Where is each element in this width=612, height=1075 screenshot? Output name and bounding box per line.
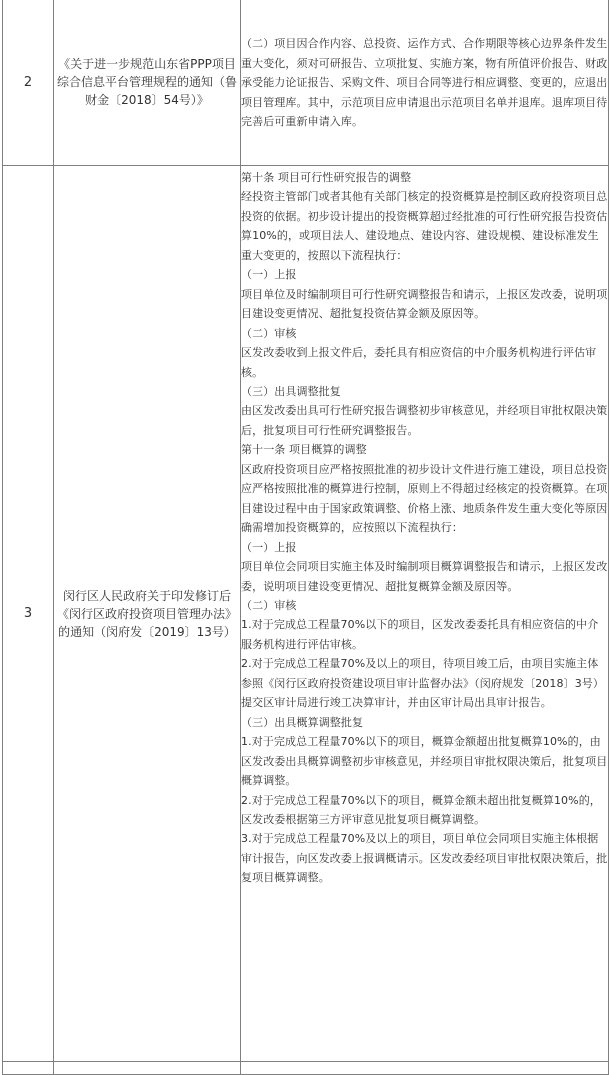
content-paragraph: 项目单位会同项目实施主体及时编制项目概算调整报告和请示，上报区发改委，说明项目建设变更情况、超批复概算金额及原因等。 bbox=[241, 560, 608, 593]
section-heading: （三）出具调整批复 bbox=[241, 384, 341, 398]
document-title-cell-empty bbox=[54, 1062, 241, 1075]
section-heading: （二）审核 bbox=[241, 598, 297, 612]
document-title: 闵行区人民政府关于印发修订后《闵行区政府投资项目管理办法》的通知（闵府发〔2019〕13号） bbox=[56, 588, 237, 639]
table-row bbox=[3, 166, 609, 1062]
document-title: 《关于进一步规范山东省PPP项目综合信息平台管理规程的通知（鲁财金〔2018〕54号）》 bbox=[56, 57, 237, 107]
table-row bbox=[3, 1062, 609, 1075]
section-heading: （一）上报 bbox=[241, 268, 297, 282]
policy-table bbox=[2, 0, 609, 1075]
content-paragraph: 区政府投资项目应严格按照批准的初步设计文件进行施工建设，项目总投资应严格按照批准的概算进行控制，原则上不得超过经核定的投资概算。在项目建设过程中由于国家政策调整、价格上涨、地质条件发生重大变化等原因确需增加投资概算的，应按照以下流程执行： bbox=[241, 462, 608, 535]
content-cell bbox=[241, 166, 609, 1062]
content-paragraph: 2.对于完成总工程量70%以下的项目，概算金额未超出批复概算10%的，区发改委根据第三方评审意见批复项目概算调整。 bbox=[241, 793, 601, 826]
content-paragraph: （二）项目因合作内容、总投资、运作方式、合作期限等核心边界条件发生重大变化，须对可研报告、立项批复、实施方案，物有所值评价报告、财政承受能力论证报告、采购文件、项目合同等进行相应调整、变更的，应退出项目管理库。其中，示范项目应申请退出示范项目名单并退库。退库项目待完善后可重新申请入库。 bbox=[241, 37, 608, 129]
section-heading: （一）上报 bbox=[241, 540, 297, 554]
row-number-empty bbox=[3, 1062, 54, 1075]
content-paragraph: 项目单位及时编制项目可行性研究调整报告和请示，上报区发改委，说明项目建设变更情况、超批复投资估算金额及原因等。 bbox=[241, 287, 608, 321]
content-paragraph: 区发改委收到上报文件后，委托具有相应资信的中介服务机构进行评估审核。 bbox=[241, 346, 597, 379]
row-number: 3 bbox=[3, 166, 54, 1062]
content-paragraph: 2.对于完成总工程量70%及以上的项目，待项目竣工后，由项目实施主体参照《闵行区政府投资建设项目审计监督办法》（闵府规发〔2018〕3号）提交区审计局进行竣工决算审计，并由区审计局出具审计报告。 bbox=[241, 657, 604, 710]
content-paragraph: 由区发改委出具可行性研究报告调整初步审核意见，并经项目审批权限决策后，批复项目可行性研究调整报告。 bbox=[241, 404, 608, 437]
row-number: 2 bbox=[3, 0, 54, 166]
table-row bbox=[3, 0, 609, 166]
article-heading: 第十一条 项目概算的调整 bbox=[241, 443, 367, 457]
article-heading: 第十条 项目可行性研究报告的调整 bbox=[241, 171, 412, 184]
document-title-cell bbox=[54, 166, 241, 1062]
content-paragraph: 经投资主管部门或者其他有关部门核定的投资概算是控制区政府投资项目总投资的依据。初步设计提出的投资概算超过经批准的可行性研究报告投资估算10%的，或项目法人、建设地点、建设内容、建设规模、建设标准发生重大变更的，按照以下流程执行： bbox=[241, 190, 608, 262]
document-title-cell bbox=[54, 0, 241, 166]
content-cell-empty bbox=[241, 1062, 609, 1075]
content-paragraph: 1.对于完成总工程量70%以下的项目，区发改委委托具有相应资信的中介服务机构进行评估审核。 bbox=[241, 618, 599, 651]
content-paragraph: 1.对于完成总工程量70%以下的项目，概算金额超出批复概算10%的，由区发改委出具概算调整初步审核意见，并经项目审批权限决策后，批复项目概算调整。 bbox=[241, 735, 608, 788]
section-heading: （二）审核 bbox=[241, 326, 297, 340]
content-paragraph: 3.对于完成总工程量70%及以上的项目，项目单位会同项目实施主体根据审计报告，向区发改委上报调概请示。区发改委经项目审批权限决策后，批复项目概算调整。 bbox=[241, 832, 608, 885]
content-cell bbox=[241, 0, 609, 166]
section-heading: （三）出具概算调整批复 bbox=[241, 715, 364, 729]
